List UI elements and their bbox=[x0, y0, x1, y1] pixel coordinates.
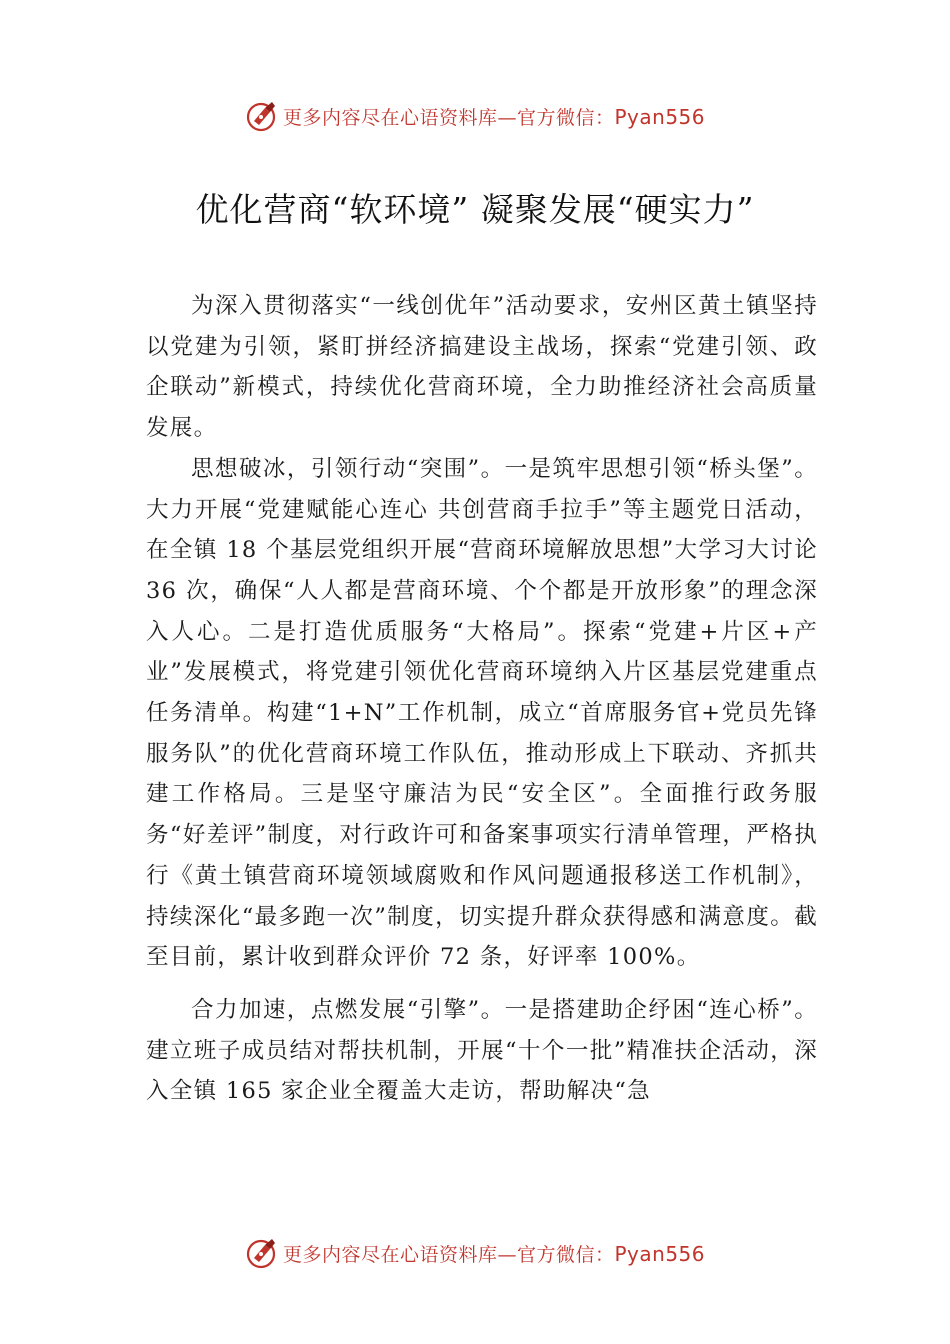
paragraph-intro: 为深入贯彻落实“一线创优年”活动要求，安州区黄土镇坚持以党建为引领，紧盯拼经济搞建设主战场，探索“党建引领、政企联动”新模式，持续优化营商环境，全力助推经济社会高质量发展。 bbox=[146, 293, 818, 442]
banner-label: 更多内容尽在心语资料库—官方微信： bbox=[282, 1243, 615, 1266]
wechat-handle: Pyan556 bbox=[614, 104, 706, 129]
pen-nib-logo-icon bbox=[245, 1236, 279, 1270]
footer-banner bbox=[0, 1233, 950, 1273]
document-title: 优化营商“软环境” 凝聚发展“硬实力” bbox=[195, 190, 755, 229]
paragraph-section-2: 合力加速，点燃发展“引擎”。一是搭建助企纾困“连心桥”。建立班子成员结对帮扶机制，开展“十个一批”精准扶企活动，深入全镇 165 家企业全覆盖大走访，帮助解决“急 bbox=[146, 996, 818, 1105]
document-body bbox=[146, 286, 818, 1112]
banner-text bbox=[283, 103, 705, 130]
banner-text bbox=[283, 1240, 705, 1267]
banner-label: 更多内容尽在心语资料库—官方微信： bbox=[282, 106, 615, 129]
pen-nib-logo-icon bbox=[245, 99, 279, 133]
header-banner bbox=[0, 96, 950, 136]
paragraph-section-1: 思想破冰，引领行动“突围”。一是筑牢思想引领“桥头堡”。大力开展“党建赋能心连心 共创营商手拉手”等主题党日活动，在全镇 18 个基层党组织开展“营商环境解放思想”大学习大讨论 36 次，确保“人人都是营商环境、个个都是开放形象”的理念深入人心。二是打造优质服务“大格局”。探索“党建+片区+产业”发展模式，将党建引领优化营商环境纳入片区基层党建重点任务清单。构建“1+N”工作机制，成立“首席服务官+党员先锋服务队”的优化营商环境工作队伍，推动形成上下联动、齐抓共建工作格局。三是坚守廉洁为民“安全区”。全面推行政务服务“好差评”制度，对行政许可和备案事项实行清单管理，严格执行《黄土镇营商环境领域腐败和作风问题通报移送工作机制》，持续深化“最多跑一次”制度，切实提升群众获得感和满意度。截至目前，累计收到群众评价 72 条，好评率 100%。 bbox=[146, 455, 818, 971]
wechat-handle: Pyan556 bbox=[614, 1241, 706, 1266]
